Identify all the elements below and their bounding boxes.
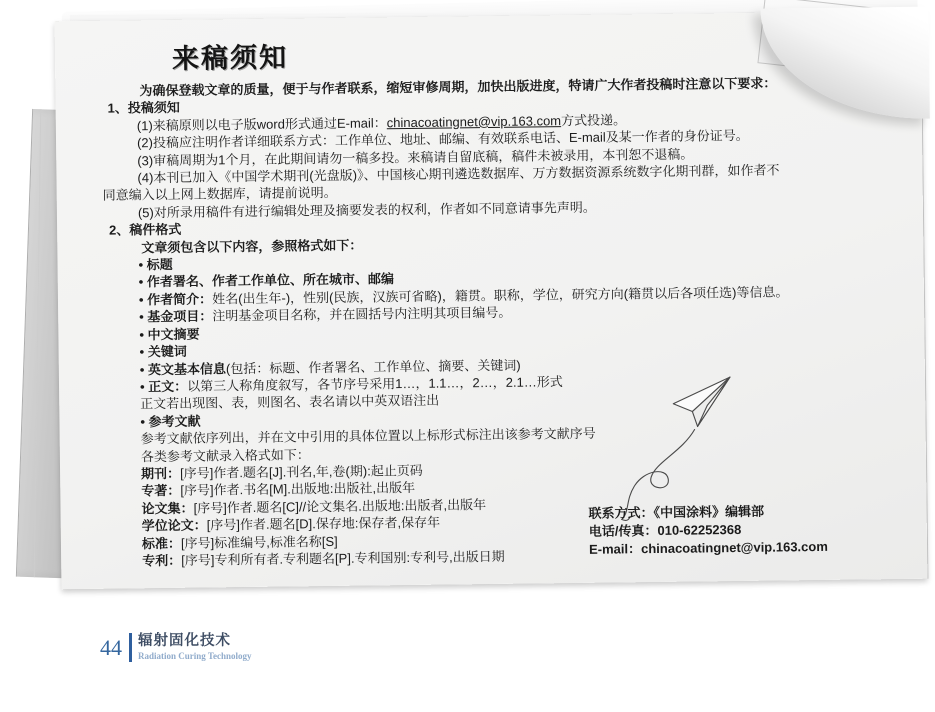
journal-section-en: Radiation Curing Technology: [138, 651, 252, 661]
doc-text: 2、稿件格式: [109, 222, 182, 238]
doc-text: (4)本刊已加入《中国学术期刊(光盘版)》、中国核心期刊遴选数据库、万方数据资源系统数字化期刊群，如作者不: [137, 162, 780, 186]
doc-text: 各类参考文献录入格式如下：: [140, 446, 310, 464]
doc-text: 注明基金项目名称，并在圆括号内注明其项目编号。: [212, 305, 512, 324]
doc-text: • 中文摘要: [139, 326, 200, 342]
doc-text: 同意编入以上网上数据库，请提前说明。: [102, 185, 337, 204]
doc-text: 方式投递。: [560, 112, 627, 128]
doc-text: (1)来稿原则以电子版word形式通过E-mail：: [136, 115, 387, 134]
contact-editorial-office: 联系方式：《中国涂料》编辑部: [588, 503, 765, 521]
doc-text: (2)投稿应注明作者详细联系方式：工作单位、地址、邮编、有效联系电话、E-mail及某一作者的身份证号。: [136, 128, 749, 151]
doc-text: [序号]作者.题名[J].刊名,年,卷(期):起止页码: [180, 462, 423, 481]
doc-text: • 关键词: [139, 343, 187, 360]
paper-page: [55, 11, 928, 590]
doc-text: 文章须包含以下内容，参照格式如下：: [141, 237, 363, 255]
doc-text: (3)审稿周期为1个月，在此期间请勿一稿多投。来稿请自留底稿，稿件未被录用，本刊恕不退稿。: [137, 146, 694, 168]
contact-phone-fax: 电话/传真：010-62252368: [588, 521, 742, 539]
page-number: 44: [100, 635, 122, 660]
doc-text: • 正文：: [139, 378, 188, 395]
doc-text: 专著：: [141, 483, 181, 499]
journal-section-names: [138, 633, 252, 662]
doc-text: 为确保登载文章的质量，便于与作者联系，缩短审修周期，加快出版进度，特请广大作者投稿时注意以下要求：: [139, 75, 777, 99]
doc-text: (包括：标题、作者署名、工作单位、摘要、关键词): [225, 357, 521, 376]
doc-text: • 参考文献: [140, 413, 201, 430]
doc-text: 论文集：: [141, 500, 194, 517]
journal-section-cn: 辐射固化技术: [138, 633, 231, 649]
doc-text: • 基金项目：: [139, 308, 213, 325]
doc-text: 专利：: [142, 552, 182, 569]
doc-text: [序号]作者.题名[D].保存地:保存者,保存年: [206, 514, 441, 533]
doc-text: • 英文基本信息: [139, 360, 227, 377]
doc-text: 期刊：: [141, 465, 181, 482]
doc-text: • 标题: [138, 256, 173, 273]
doc-text: 以第三人称角度叙写，各节序号采用1…，1.1…，2…，2.1…形式: [187, 374, 563, 394]
footer-divider-bar: [129, 633, 132, 662]
doc-text: 姓名(出生年-)，性别(民族，汉族可省略)，籍贯。职称，学位，研究方向(籍贯以后各项任选)等信息。: [212, 284, 789, 307]
doc-text: 1、投稿须知: [107, 100, 180, 117]
contact-block: [589, 502, 828, 559]
doc-text: (5)对所录用稿件有进行编辑处理及摘要发表的权利，作者如不同意请事先声明。: [137, 199, 596, 221]
doc-text: 参考文献依序列出，并在文中引用的具体位置以上标形式标注出该参考文献序号: [140, 425, 596, 447]
doc-text: [序号]标准编号,标准名称[S]: [180, 533, 338, 551]
page-title: 来稿须知: [171, 42, 289, 74]
doc-text: [序号]作者.书名[M].出版地:出版社,出版年: [180, 480, 416, 499]
doc-text: 正文若出现图、表，则图名、表名请以中英双语注出: [140, 392, 440, 412]
doc-text: • 作者简介：: [138, 291, 213, 308]
email-text: chinacoatingnet@vip.163.com: [386, 112, 562, 131]
page-footer: [100, 633, 252, 662]
doc-text: 标准：: [141, 535, 182, 551]
contact-email: E-mail：chinacoatingnet@vip.163.com: [588, 538, 828, 557]
doc-text: 学位论文：: [141, 517, 207, 534]
doc-text: [序号]专利所有者.专利题名[P].专利国别:专利号,出版日期: [181, 548, 505, 568]
doc-text: [序号]作者.题名[C]//论文集名.出版地:出版者,出版年: [193, 496, 487, 516]
doc-text: • 作者署名、作者工作单位、所在城市、邮编: [138, 271, 395, 290]
